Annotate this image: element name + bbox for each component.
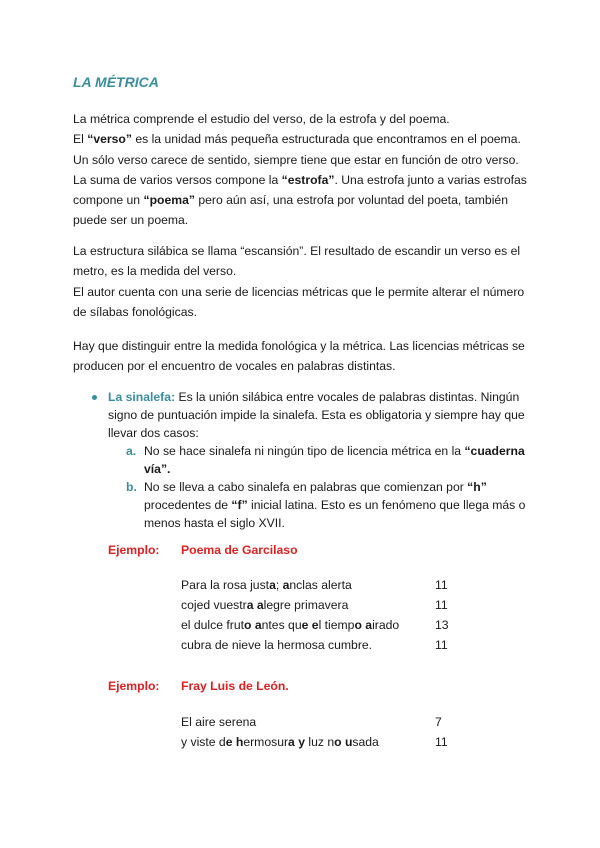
- text-run: ntes qu: [261, 618, 302, 632]
- bullet-dot-icon: [92, 395, 97, 400]
- sinalefa-line: [108, 406, 538, 424]
- verse-text: [181, 635, 372, 655]
- sinalefa-term: La sinalefa:: [108, 390, 176, 404]
- text-run: puede ser un poema.: [73, 213, 189, 228]
- bold-text: a: [282, 578, 290, 592]
- text-run: el dulce frut: [181, 618, 245, 632]
- text-run: producen por el encuentro de vocales en palabras distintas.: [73, 359, 396, 374]
- text-line: [73, 210, 533, 230]
- text-run: legre primavera: [263, 598, 349, 612]
- text-run: cojed vuestr: [181, 598, 247, 612]
- text-line: [73, 109, 533, 129]
- example-title: Poema de Garcilaso: [181, 543, 298, 557]
- sinalefa-intro: [108, 388, 538, 442]
- text-run: compone un: [73, 193, 144, 208]
- text-line: [144, 442, 538, 460]
- syllable-count: 11: [435, 598, 448, 612]
- text-run: El: [73, 132, 88, 147]
- bold-text: e e: [301, 618, 319, 632]
- text-run: El autor cuenta con una serie de licencias métricas que le permite alterar el número: [73, 284, 525, 299]
- text-line: [73, 150, 533, 170]
- text-run: y viste d: [181, 735, 226, 749]
- sub-letter: a.: [126, 444, 137, 458]
- text-line: [144, 460, 538, 478]
- bold-text: a a: [246, 598, 264, 612]
- text-line: [73, 302, 533, 322]
- text-run: sada: [352, 735, 379, 749]
- sub-item-text: [144, 478, 538, 532]
- text-line: [73, 190, 533, 210]
- verse-text: [181, 732, 379, 752]
- text-run: Un sólo verso carece de sentido, siempre tiene que estar en función de otro verso.: [73, 152, 519, 167]
- text-line: [73, 261, 533, 281]
- example-title: Fray Luis de León.: [181, 679, 289, 693]
- verse-row: [181, 732, 481, 752]
- text-run: inicial latina. Esto es un fenómeno que llega más o: [247, 498, 526, 512]
- text-run: procedentes de: [144, 498, 232, 512]
- bold-text: a: [269, 578, 276, 592]
- bold-text: “f”: [231, 498, 248, 512]
- text-run: signo de puntuación impide la sinalefa. Esta es obligatoria y siempre hay que: [108, 408, 525, 422]
- bold-text: “poema”: [143, 193, 195, 208]
- syllable-count: 13: [435, 618, 449, 632]
- text-line: [144, 496, 538, 514]
- text-line: [73, 170, 533, 190]
- text-run: es la unidad más pequeña estructurada que encontramos en el poema.: [131, 132, 521, 147]
- example-label: Ejemplo:: [108, 679, 160, 693]
- sinalefa-first-line: [175, 390, 519, 404]
- bold-text: “h”: [467, 480, 487, 494]
- text-run: Es la unión silábica entre vocales de palabras distintas. Ningún: [175, 390, 520, 404]
- text-run: La suma de varios versos compone la: [73, 172, 282, 187]
- syllable-count: 11: [435, 638, 448, 652]
- text-line: [73, 356, 533, 376]
- bold-text: e h: [225, 735, 244, 749]
- verse-text: [181, 615, 399, 635]
- syllable-count: 7: [435, 715, 442, 729]
- text-run: . Una estrofa junto a varias estrofas: [334, 172, 527, 187]
- text-run: No se hace sinalefa ni ningún tipo de licencia métrica en la: [144, 444, 465, 458]
- text-run: metro, es la medida del verso.: [73, 264, 237, 279]
- text-line: [144, 478, 538, 496]
- verse-row: [181, 615, 481, 635]
- text-run: llevar dos casos:: [108, 426, 199, 440]
- verse-row: [181, 712, 481, 732]
- sub-letter: b.: [126, 480, 137, 494]
- text-run: La estructura silábica se llama “escansión”. El resultado de escandir un verso es el: [73, 244, 521, 258]
- text-run: Hay que distinguir entre la medida fonológica y la métrica. Las licencias métricas se: [73, 339, 525, 353]
- sub-item-text: [144, 442, 538, 478]
- text-line: [73, 241, 533, 261]
- sinalefa-line: [108, 424, 538, 442]
- text-run: No se lleva a cabo sinalefa en palabras que comienzan por: [144, 480, 468, 494]
- bold-text: “estrofa”: [281, 172, 335, 187]
- verse-row: [181, 575, 481, 595]
- bold-text: a y: [288, 735, 305, 749]
- verse-row: [181, 635, 481, 655]
- licencias-paragraph: [73, 336, 533, 377]
- sinalefa-bullet: [108, 388, 538, 532]
- escansion-paragraph: [73, 241, 533, 322]
- bold-text: vía”.: [144, 462, 171, 476]
- sub-item-b: [108, 478, 538, 532]
- verse-text: [181, 595, 348, 615]
- text-run: nclas alerta: [289, 578, 352, 592]
- text-run: La métrica comprende el estudio del verso, de la estrofa y del poema.: [73, 112, 450, 126]
- text-run: menos hasta el siglo XVII.: [144, 516, 285, 530]
- text-run: irado: [372, 618, 400, 632]
- text-run: El aire serena: [181, 715, 257, 729]
- example-label: Ejemplo:: [108, 543, 160, 557]
- text-run: Para la rosa just: [181, 578, 270, 592]
- bold-text: “verso”: [87, 132, 132, 147]
- bold-text: o a: [354, 618, 373, 632]
- text-run: pero aún así, una estrofa por voluntad del poeta, también: [194, 193, 508, 208]
- page-title: LA MÉTRICA: [73, 74, 159, 90]
- text-run: ermosur: [243, 735, 289, 749]
- intro-paragraph: [73, 109, 533, 231]
- text-line: [144, 514, 538, 532]
- verse-row: [181, 595, 481, 615]
- text-run: l tiemp: [318, 618, 355, 632]
- bold-text: o u: [334, 735, 353, 749]
- text-run: luz n: [304, 735, 335, 749]
- text-line: [73, 129, 533, 149]
- text-run: ;: [275, 578, 283, 592]
- sub-item-a: [108, 442, 538, 478]
- verse-text: [181, 712, 256, 732]
- text-run: cubra de nieve la hermosa cumbre.: [181, 638, 373, 652]
- text-line: [73, 282, 533, 302]
- syllable-count: 11: [435, 578, 448, 592]
- bold-text: o a: [244, 618, 262, 632]
- syllable-count: 11: [435, 735, 448, 749]
- text-run: de sílabas fonológicas.: [73, 304, 197, 319]
- text-line: [73, 336, 533, 356]
- verse-text: [181, 575, 352, 595]
- bold-text: “cuaderna: [464, 444, 525, 458]
